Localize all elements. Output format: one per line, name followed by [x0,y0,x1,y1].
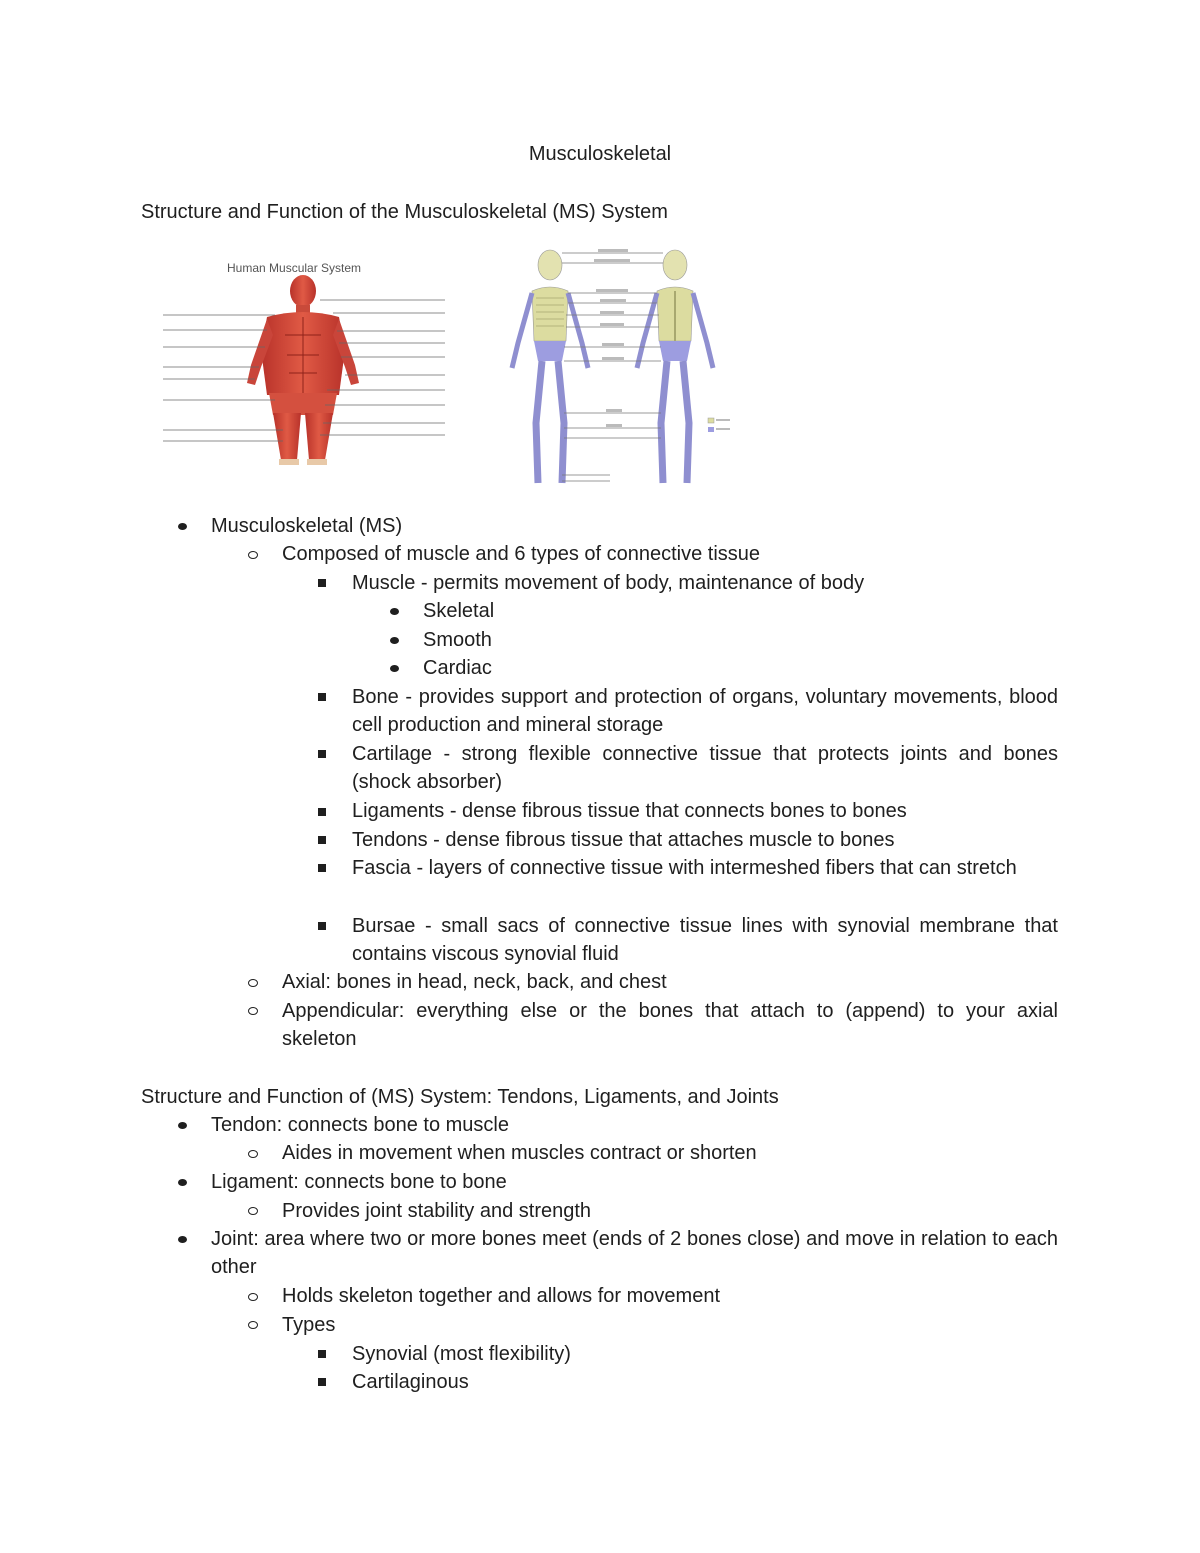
bullet-square-icon [318,579,326,587]
list-item: Fascia - layers of connective tissue with intermeshed fibers that can stretch [352,857,1017,879]
figure-title: Human Muscular System [227,261,362,275]
list-item: Tendons - dense fibrous tissue that attaches muscle to bones [352,829,895,851]
bullet-square-icon [318,750,326,758]
bullet-circle-icon [248,1150,258,1158]
bullet-square-icon [318,808,326,816]
list-item: Composed of muscle and 6 types of connective tissue [282,543,761,565]
bullet-circle-icon [248,1007,258,1015]
bullet-disc-icon [178,1179,187,1186]
section-heading: Structure and Function of the Musculoskeletal (MS) System [141,201,668,223]
bullet-circle-icon [248,979,258,987]
list-item: Cartilage - strong flexible connective tissue that protects joints and bones (shock absorber) [352,743,1058,793]
page-title: Musculoskeletal [528,143,672,165]
bullet-disc-icon [390,637,399,644]
list-item: Musculoskeletal (MS) [211,515,403,537]
list-item: Holds skeleton together and allows for movement [282,1285,721,1307]
list-item: Provides joint stability and strength [282,1200,592,1222]
list-item: Muscle - permits movement of body, maintenance of body [352,572,865,594]
list-item: Aides in movement when muscles contract or shorten [282,1142,757,1164]
muscular-system-figure [155,255,450,470]
list-item: Bursae - small sacs of connective tissue lines with synovial membrane that contains viscous synovial fluid [352,915,1058,965]
skeleton-figure [490,243,750,498]
list-item: Skeletal [423,600,495,622]
list-item: Ligament: connects bone to bone [211,1171,507,1193]
bullet-square-icon [318,1350,326,1358]
bullet-square-icon [318,864,326,872]
list-item: Axial: bones in head, neck, back, and chest [282,971,667,993]
bullet-disc-icon [390,665,399,672]
list-item: Synovial (most flexibility) [352,1343,571,1365]
bullet-square-icon [318,1378,326,1386]
list-item: Cartilaginous [352,1371,469,1393]
bullet-disc-icon [390,608,399,615]
list-item: Bone - provides support and protection of organs, voluntary movements, blood cell production and mineral storage [352,686,1058,736]
bullet-circle-icon [248,551,258,559]
bullet-disc-icon [178,1122,187,1129]
list-item: Types [282,1314,336,1336]
list-item: Tendon: connects bone to muscle [211,1114,509,1136]
bullet-square-icon [318,836,326,844]
list-item: Joint: area where two or more bones meet (ends of 2 bones close) and move in relation to each other [211,1228,1058,1278]
bullet-disc-icon [178,1236,187,1243]
bullet-square-icon [318,693,326,701]
section-heading: Structure and Function of (MS) System: Tendons, Ligaments, and Joints [141,1086,779,1108]
bullet-circle-icon [248,1207,258,1215]
bullet-circle-icon [248,1293,258,1301]
list-item: Smooth [423,629,492,651]
list-item: Appendicular: everything else or the bones that attach to (append) to your axial skeleton [282,1000,1058,1050]
list-item: Cardiac [423,657,492,679]
list-item: Ligaments - dense fibrous tissue that connects bones to bones [352,800,907,822]
bullet-square-icon [318,922,326,930]
bullet-circle-icon [248,1321,258,1329]
bullet-disc-icon [178,523,187,530]
